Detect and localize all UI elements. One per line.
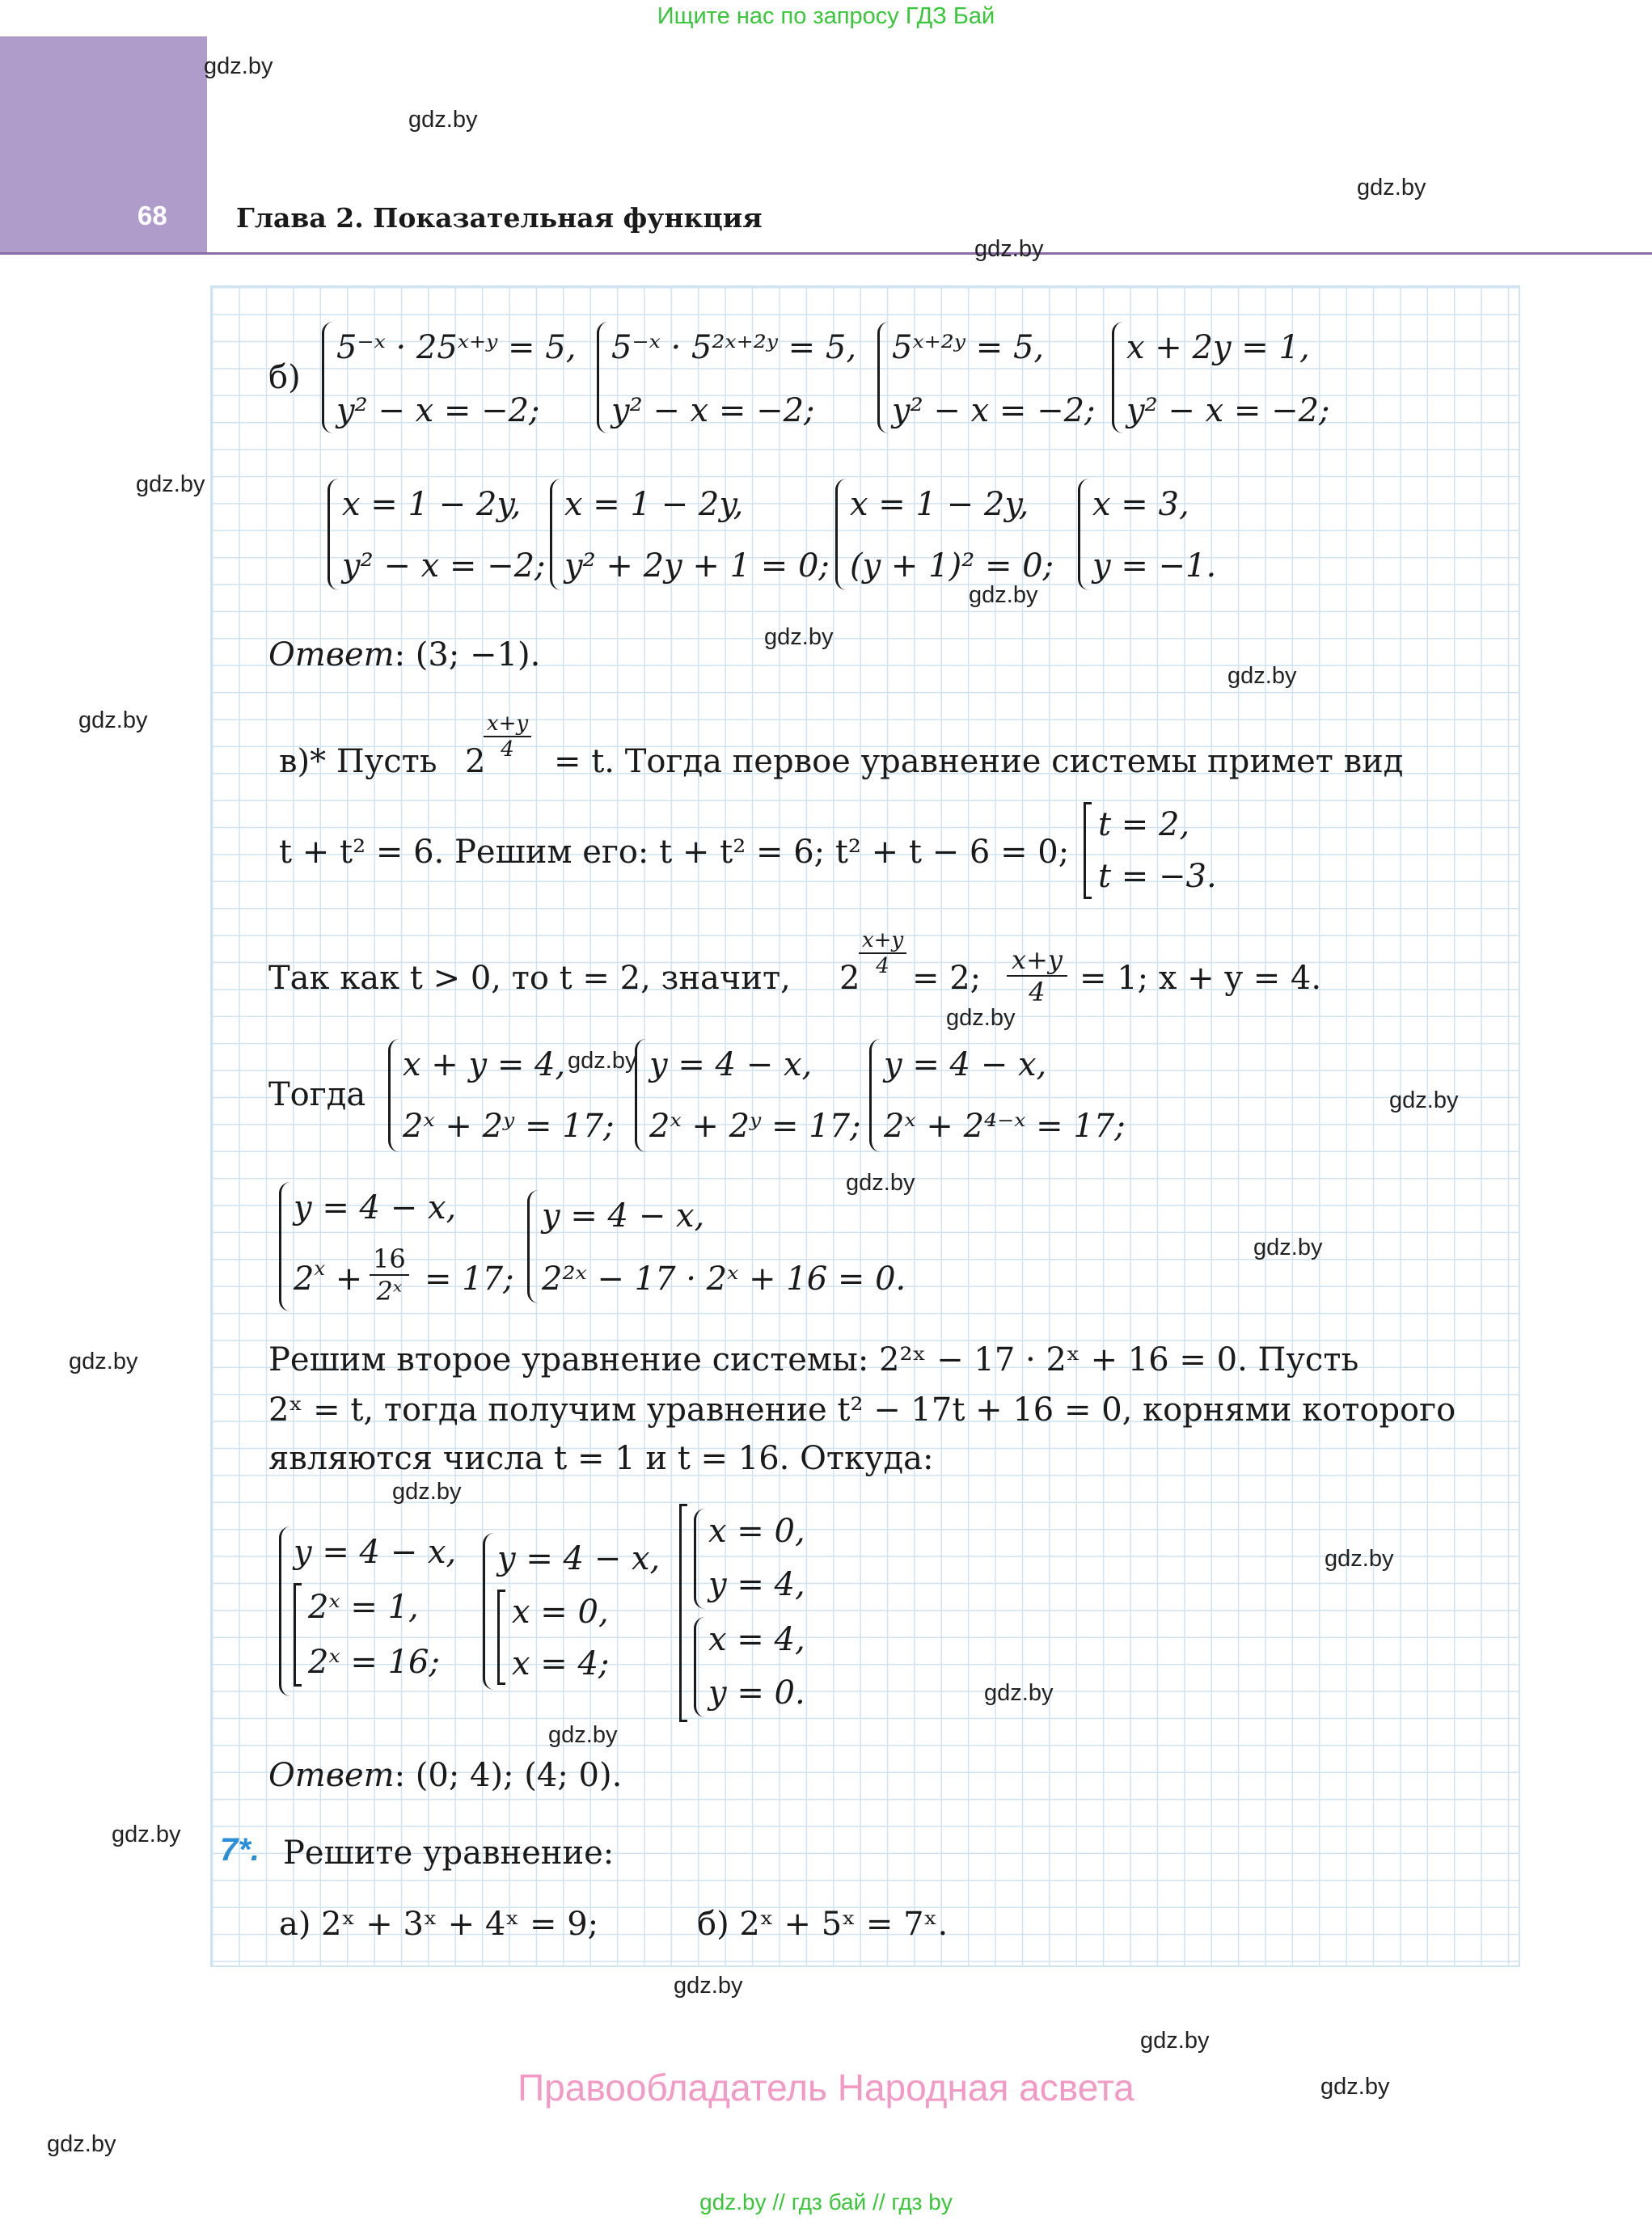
equation: 2ˣ + 2ʸ = 17; — [403, 1108, 615, 1145]
equation: y = 4 − x, — [649, 1046, 813, 1083]
equation: (y + 1)² = 0; — [850, 547, 1054, 585]
since-line: Так как t > 0, то t = 2, значит, — [268, 960, 791, 997]
watermark: gdz.by — [1325, 1546, 1394, 1572]
watermark: gdz.by — [974, 236, 1044, 262]
task-7b: б) 2ˣ + 5ˣ = 7ˣ. — [697, 1906, 949, 1943]
part-v-intro: в)* Пусть — [279, 743, 437, 780]
equation: y = 4, — [708, 1566, 805, 1603]
watermark: gdz.by — [136, 471, 205, 497]
fraction-numerator: x+y — [859, 928, 906, 954]
watermark: gdz.by — [47, 2131, 116, 2157]
equation: y² − x = −2; — [342, 547, 546, 585]
paragraph-line: 2ˣ = t, тогда получим уравнение t² − 17t + 16 = 0, корнями которого — [268, 1391, 1456, 1429]
fraction-denominator: 4 — [501, 737, 514, 762]
equation: y² − x = −2; — [892, 392, 1096, 429]
answer-value: : (3; −1). — [394, 636, 541, 673]
equation: 5⁻ˣ · 5²ˣ⁺²ʸ = 5, — [611, 329, 857, 366]
system — [877, 322, 1096, 433]
paragraph-line: являются числа t = 1 и t = 16. Откуда: — [268, 1440, 934, 1477]
equation: 2²ˣ − 17 · 2ˣ + 16 = 0. — [542, 1260, 906, 1298]
equation: y = 4 − x, — [542, 1197, 705, 1235]
footer-links[interactable]: gdz.by // гдз бай // гдз by — [699, 2189, 953, 2214]
task-prompt: Решите уравнение: — [283, 1834, 615, 1872]
top-banner: Ищите нас по запросу ГДЗ Бай — [657, 3, 995, 29]
quadratic-line: t + t² = 6. Решим его: t + t² = 6; t² + t − 6 = 0; — [279, 834, 1070, 871]
equation: y² − x = −2; — [611, 392, 815, 429]
equation: x = 1 − 2y, — [564, 486, 744, 523]
system — [869, 1039, 1126, 1152]
equation: 2ˣ + 2ʸ = 17; — [649, 1108, 861, 1145]
watermark: gdz.by — [408, 107, 478, 133]
set — [294, 1583, 455, 1687]
equation-rhs: = 17; — [425, 1260, 514, 1298]
watermark: gdz.by — [764, 624, 834, 650]
fraction — [1007, 944, 1067, 1007]
system — [279, 1526, 465, 1696]
fraction-numerator: 16 — [370, 1243, 409, 1276]
header-rule — [0, 252, 1652, 255]
since-line-eq: = 2; — [912, 960, 982, 997]
equation: 2ˣ + 2⁴⁻ˣ = 17; — [884, 1108, 1126, 1145]
system — [694, 1509, 831, 1609]
watermark: gdz.by — [112, 1822, 181, 1847]
fraction — [370, 1243, 409, 1307]
header-color-block — [0, 36, 207, 255]
watermark: gdz.by — [69, 1349, 138, 1374]
equation: y² + 2y + 1 = 0; — [564, 547, 830, 585]
answer-value: : (0; 4); (4; 0). — [394, 1757, 623, 1794]
answer-v — [268, 1759, 622, 1792]
fraction-numerator: x+y — [484, 711, 531, 737]
task-7a: а) 2ˣ + 3ˣ + 4ˣ = 9; — [279, 1906, 599, 1943]
equation: x = 1 − 2y, — [342, 486, 522, 523]
equation: y = 4 − x, — [294, 1534, 457, 1571]
chapter-title: Глава 2. Показательная функция — [236, 202, 763, 234]
equation: 5⁻ˣ · 25ˣ⁺ʸ = 5, — [336, 329, 577, 366]
copyright: Правообладатель Народная асвета — [518, 2067, 1134, 2109]
fraction-denominator: 2ˣ — [376, 1276, 403, 1307]
set — [497, 1590, 659, 1685]
system — [635, 1039, 861, 1152]
equation: y = 4 − x, — [497, 1540, 661, 1577]
equation: 2ˣ = 16; — [308, 1644, 440, 1681]
root: t = −3. — [1098, 858, 1217, 895]
equation: x = 1 − 2y, — [850, 486, 1029, 523]
watermark: gdz.by — [1253, 1235, 1323, 1260]
system — [835, 479, 1070, 590]
part-b-label: б) — [268, 359, 301, 396]
equation: x + y = 4, — [403, 1046, 566, 1083]
then-label: Тогда — [268, 1076, 366, 1113]
system — [694, 1617, 831, 1717]
answer-label: Ответ — [268, 1757, 395, 1794]
equation: 5ˣ⁺²ʸ = 5, — [892, 329, 1045, 366]
system — [550, 479, 830, 590]
exponent-fraction — [484, 711, 531, 762]
watermark: gdz.by — [1357, 175, 1426, 201]
equation: x = 0, — [512, 1594, 609, 1631]
watermark: gdz.by — [969, 582, 1038, 608]
equation: y² − x = −2; — [336, 392, 540, 429]
watermark: gdz.by — [984, 1680, 1054, 1706]
watermark: gdz.by — [568, 1048, 637, 1074]
roots-set — [1084, 802, 1229, 899]
system — [1112, 322, 1338, 433]
watermark: gdz.by — [1389, 1087, 1459, 1113]
paragraph-line: Решим второе уравнение системы: 2²ˣ − 17 · 2ˣ + 16 = 0. Пусть — [268, 1341, 1359, 1378]
watermark: gdz.by — [548, 1722, 618, 1748]
part-v-intro-cont: = t. Тогда первое уравнение системы примет вид — [554, 743, 1404, 780]
watermark: gdz.by — [78, 707, 148, 733]
equation: x + 2y = 1, — [1126, 329, 1310, 366]
task-number: 7*. — [220, 1832, 260, 1868]
system — [279, 1182, 513, 1311]
equation: y² − x = −2; — [1126, 392, 1330, 429]
equation: x = 3, — [1092, 486, 1189, 523]
power-base: 2 — [465, 743, 486, 780]
equation: 2ˣ = 1, — [308, 1589, 419, 1626]
answer-b — [268, 636, 541, 673]
system — [483, 1533, 669, 1690]
watermark: gdz.by — [204, 53, 273, 79]
root: t = 2, — [1098, 806, 1190, 843]
fraction-numerator: x+y — [1007, 944, 1067, 977]
fraction-denominator: 4 — [876, 954, 889, 978]
watermark: gdz.by — [392, 1479, 462, 1505]
page-number: 68 — [137, 201, 167, 230]
equation: x = 0, — [708, 1513, 805, 1550]
set — [679, 1504, 841, 1722]
equation: x = 4; — [512, 1645, 610, 1682]
answer-label: Ответ — [268, 636, 395, 673]
equation: x = 4, — [708, 1621, 805, 1658]
equation: y = 0. — [708, 1674, 805, 1712]
equation: y = 4 − x, — [294, 1189, 457, 1226]
system — [527, 1190, 906, 1303]
watermark: gdz.by — [1320, 2074, 1390, 2100]
watermark: gdz.by — [1140, 2028, 1210, 2054]
watermark: gdz.by — [846, 1170, 915, 1196]
since-line-end: = 1; x + y = 4. — [1080, 960, 1322, 997]
watermark: gdz.by — [1227, 663, 1297, 689]
equation: y = 4 − x, — [884, 1046, 1047, 1083]
exponent-fraction — [859, 928, 906, 978]
watermark: gdz.by — [946, 1005, 1016, 1031]
system — [322, 322, 577, 433]
power-base: 2 — [839, 960, 860, 997]
watermark: gdz.by — [674, 1973, 743, 1999]
fraction-denominator: 4 — [1029, 977, 1046, 1007]
equation-sum: $2^x$ + — [294, 1257, 363, 1298]
system — [327, 479, 546, 590]
system — [597, 322, 856, 433]
system — [1078, 479, 1232, 590]
equation: y = −1. — [1092, 547, 1217, 585]
